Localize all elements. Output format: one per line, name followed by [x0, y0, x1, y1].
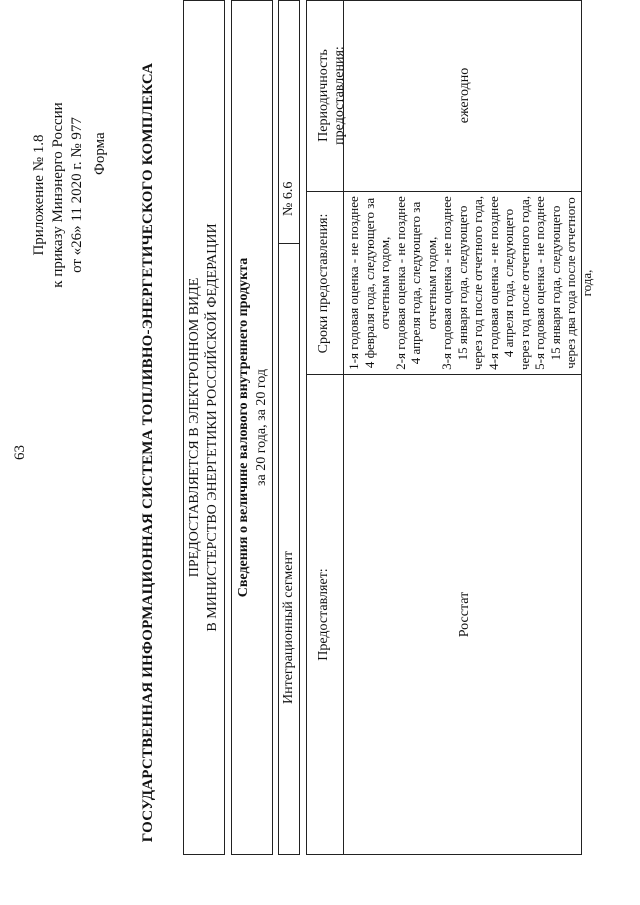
segment-divider	[279, 243, 299, 244]
report-period: за 20 года, за 20 год	[254, 369, 269, 486]
header-periodicity: Периодичность предоставления:	[316, 46, 347, 145]
page-number: 63	[12, 445, 28, 460]
provider-cell: Росстат	[457, 591, 472, 638]
form-label: Форма	[92, 132, 108, 175]
deadline-item: 4-я годовая оценка - не позднее 4 апреля года, следующего через год после отчетного года,	[485, 195, 532, 371]
report-box	[231, 0, 273, 855]
appendix-line-3: от «26» 11 2020 г. № 977	[69, 117, 85, 273]
segment-label: Интеграционный сегмент	[281, 550, 296, 704]
deadline-item: 1-я годовая оценка - не позднее 4 февраля года, следующего за отчетным годом,	[346, 196, 392, 370]
appendix-line-2: к приказу Минэнерго России	[50, 102, 66, 288]
header-deadlines: Сроки предоставления:	[316, 213, 331, 354]
segment-box	[278, 0, 300, 855]
system-title: ГОСУДАРСТВЕННАЯ ИНФОРМАЦИОННАЯ СИСТЕМА ТОПЛИВНО-ЭНЕРГЕТИЧЕСКОГО КОМПЛЕКСА	[140, 62, 156, 843]
appendix-block	[30, 15, 87, 375]
submission-line-1: ПРЕДОСТАВЛЯЕТСЯ В ЭЛЕКТРОННОМ ВИДЕ	[187, 277, 202, 578]
report-title: Сведения о величине валового внутреннего продукта	[236, 257, 251, 598]
table-column-divider-1	[307, 374, 581, 375]
submission-line-2: В МИНИСТЕРСТВО ЭНЕРГЕТИКИ РОССИЙСКОЙ ФЕДЕРАЦИИ	[205, 223, 220, 632]
appendix-line-1: Приложение № 1.8	[31, 134, 47, 256]
header-provider: Предоставляет:	[316, 568, 331, 661]
submission-box	[183, 0, 225, 855]
deadline-item: 3-я годовая оценка - не позднее 15 января года, следующего через год после отчетного года,	[439, 195, 485, 371]
table-column-divider-2	[307, 191, 581, 192]
reporting-table	[306, 0, 594, 855]
periodicity-cell: ежегодно	[457, 67, 472, 124]
segment-number: № 6.6	[281, 181, 296, 216]
deadline-item: 5-я годовая оценка - не позднее 15 января года, следующего через два года после отчетного года,	[532, 196, 594, 370]
deadlines-cell	[346, 193, 594, 373]
deadline-item: 2-я годовая оценка - не позднее 4 апреля года, следующего за отчетным годом,	[392, 196, 439, 370]
